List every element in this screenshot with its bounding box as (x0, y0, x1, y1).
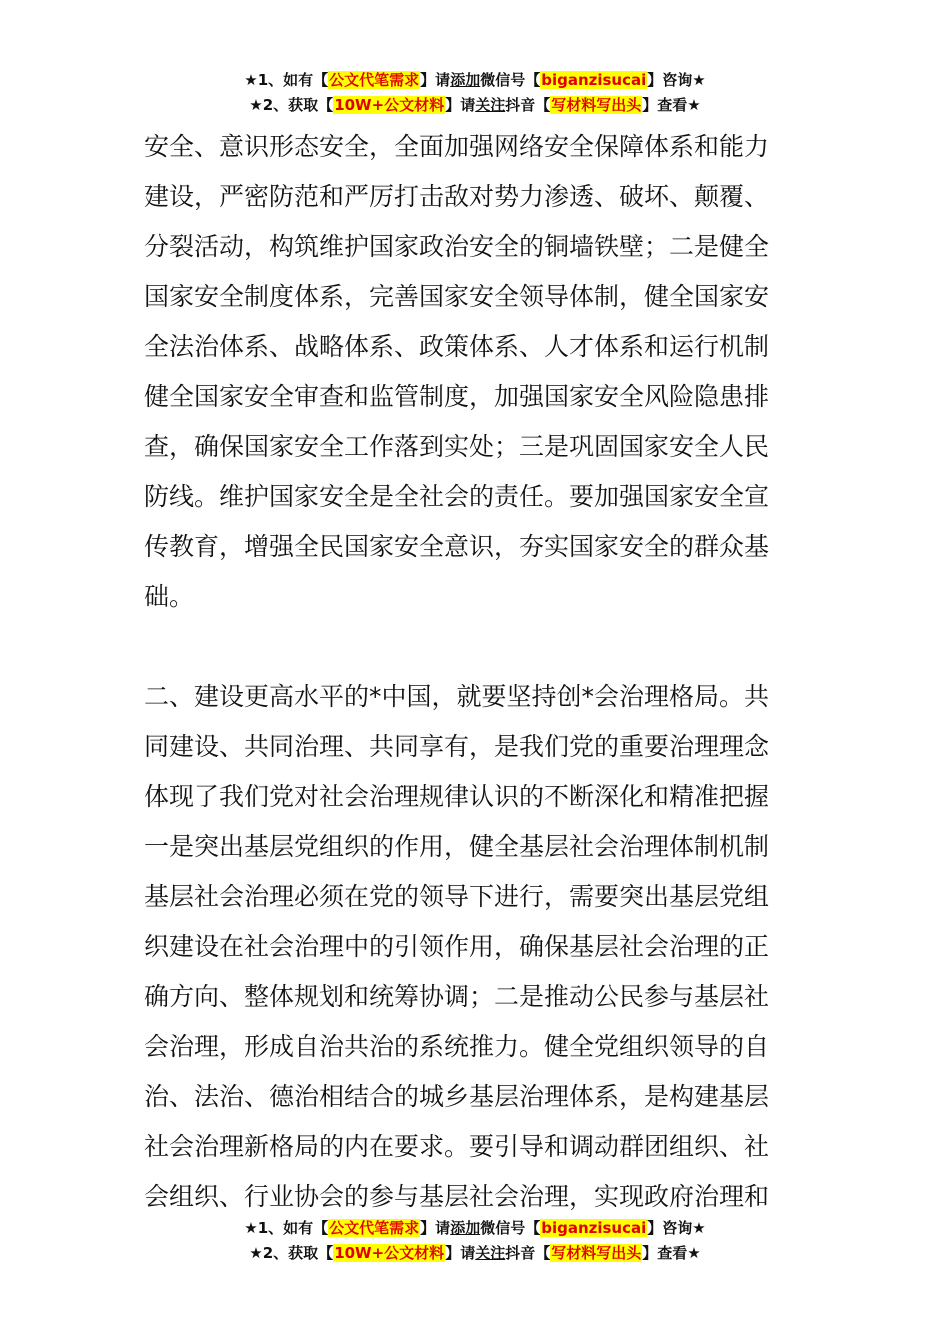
paragraph-2 (144, 672, 824, 1222)
banner-text: 】咨询★ (647, 71, 706, 89)
text-line: 健全国家安全审查和监管制度，加强国家安全风险隐患排 (144, 382, 770, 411)
text-line: 二、建设更高水平的*中国，就要坚持创*会治理格局。共 (144, 682, 770, 711)
banner-text: 】请 (445, 96, 476, 114)
footer-banner (0, 1216, 950, 1266)
banner-highlight: 公文代笔需求 (329, 1219, 420, 1237)
text-line: 传教育，增强全民国家安全意识，夯实国家安全的群众基 (144, 532, 770, 561)
banner-text: ★1、如有【 (244, 71, 329, 89)
banner-text: ★2、获取【 (249, 1244, 334, 1262)
banner-line-2 (0, 1241, 950, 1266)
banner-text: 】查看★ (642, 1244, 701, 1262)
text-line: 体现了我们党对社会治理规律认识的不断深化和精准把握 (144, 782, 770, 811)
text-line: 基层社会治理必须在党的领导下进行，需要突出基层党组 (144, 882, 770, 911)
banner-highlight: biganzisucai (541, 71, 647, 89)
text-line: 织建设在社会治理中的引领作用，确保基层社会治理的正 (144, 932, 770, 961)
banner-text: 】查看★ (642, 96, 701, 114)
text-line: 全法治体系、战略体系、政策体系、人才体系和运行机制 (144, 332, 770, 361)
banner-underline: 关注 (475, 1244, 506, 1262)
text-line: 查，确保国家安全工作落到实处；三是巩固国家安全人民 (144, 432, 770, 461)
text-line: 社会治理新格局的内在要求。要引导和调动群团组织、社 (144, 1132, 770, 1161)
banner-highlight: 公文代笔需求 (329, 71, 420, 89)
paragraph-gap (144, 622, 824, 672)
banner-underline: 添加 (450, 1219, 481, 1237)
banner-text: 】请 (445, 1244, 476, 1262)
banner-text: 微信号【 (480, 71, 541, 89)
document-body (144, 122, 824, 1222)
banner-highlight: 10W+公文材料 (334, 96, 445, 114)
header-banner (0, 68, 950, 118)
text-line: 防线。维护国家安全是全社会的责任。要加强国家安全宣 (144, 482, 770, 511)
text-line: 会组织、行业协会的参与基层社会治理，实现政府治理和 (144, 1182, 770, 1211)
banner-line-1 (0, 1216, 950, 1241)
text-line: 安全、意识形态安全，全面加强网络安全保障体系和能力 (144, 132, 770, 161)
banner-text: 】咨询★ (647, 1219, 706, 1237)
banner-text: 抖音【 (505, 1244, 551, 1262)
banner-text: 微信号【 (480, 1219, 541, 1237)
text-line: 确方向、整体规划和统筹协调；二是推动公民参与基层社 (144, 982, 770, 1011)
text-line: 会治理，形成自治共治的系统推力。健全党组织领导的自 (144, 1032, 770, 1061)
banner-text: 】请 (420, 1219, 451, 1237)
banner-text: ★2、获取【 (249, 96, 334, 114)
text-line: 分裂活动，构筑维护国家政治安全的铜墙铁壁；二是健全 (144, 232, 770, 261)
banner-highlight: 10W+公文材料 (334, 1244, 445, 1262)
text-line: 同建设、共同治理、共同享有，是我们党的重要治理理念 (144, 732, 770, 761)
banner-highlight: 写材料写出头 (551, 1244, 642, 1262)
text-line: 础。 (144, 582, 195, 611)
banner-text: 】请 (420, 71, 451, 89)
banner-line-2 (0, 93, 950, 118)
banner-underline: 添加 (450, 71, 481, 89)
text-line: 建设，严密防范和严厉打击敌对势力渗透、破坏、颠覆、 (144, 182, 770, 211)
paragraph-1 (144, 122, 824, 622)
text-line: 国家安全制度体系，完善国家安全领导体制，健全国家安 (144, 282, 770, 311)
text-line: 一是突出基层党组织的作用，健全基层社会治理体制机制 (144, 832, 770, 861)
banner-highlight: 写材料写出头 (551, 96, 642, 114)
banner-line-1 (0, 68, 950, 93)
banner-underline: 关注 (475, 96, 506, 114)
banner-text: 抖音【 (505, 96, 551, 114)
banner-highlight: biganzisucai (541, 1219, 647, 1237)
text-line: 治、法治、德治相结合的城乡基层治理体系，是构建基层 (144, 1082, 770, 1111)
banner-text: ★1、如有【 (244, 1219, 329, 1237)
